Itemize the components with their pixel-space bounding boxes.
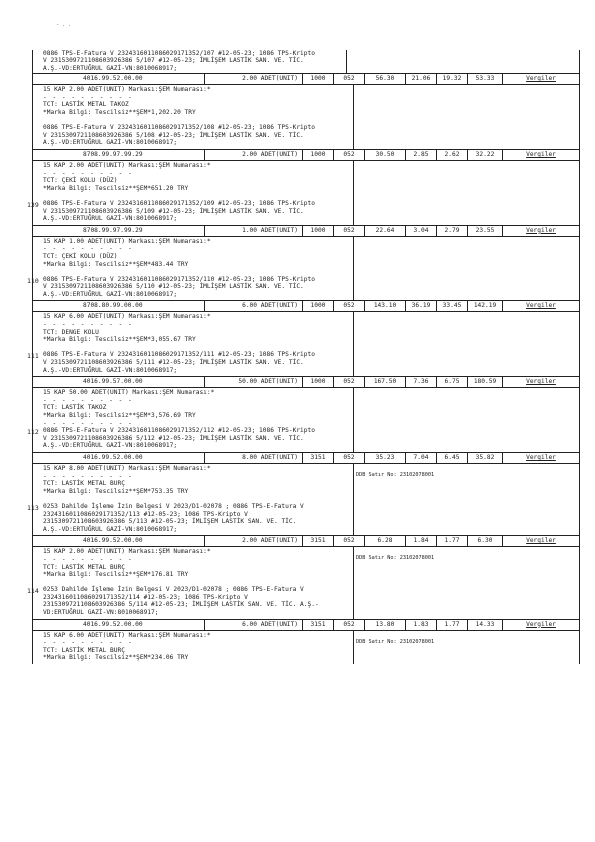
text-line: TCT: ÇEKİ KOLU (DÜZ) [43,252,118,260]
item-code: 4016.99.57.00.00 [33,377,205,387]
text-line: V 2315309721108603926386 5/108 #12-05-23; İMLİŞEM LASTİK SAN. VE. TİC. [43,131,304,139]
text-line: *Marka Bilgi: Tescilsiz**ŞEM*1,202.20 TRY [43,109,196,116]
item-code: 4016.99.52.00.00 [33,536,205,546]
item-v4: 53.33 [468,74,503,84]
item-description [40,388,354,452]
tax-link[interactable]: Vergiler [526,150,556,158]
text-line: 15 KAP 2.00 ADET(UNIT) Markası:ŞEM Numarası:* [43,161,211,169]
tax-link[interactable]: Vergiler [526,620,556,628]
text-line: *Marka Bilgi: Tescilsiz**ŞEM*3,576.69 TRY [43,412,196,419]
text-line: 15 KAP 6.00 ADET(UNIT) Markası:ŞEM Numarası:* [43,631,211,639]
item-body [27,237,579,301]
item-number-cell [33,85,40,149]
item-qty: 2.00 ADET(UNIT) [205,536,303,546]
top-description [33,50,347,73]
text-line: 15 KAP 1.00 ADET(UNIT) Markası:ŞEM Numarası:* [43,237,211,245]
dash-separator: - - - - - - - - - - [43,245,133,253]
text-line: 15 KAP 6.00 ADET(UNIT) Markası:ŞEM Numarası:* [43,313,211,321]
item-note [354,161,579,225]
table-row [32,73,580,149]
item-description [40,312,354,376]
item-v1: 6.28 [365,536,406,546]
item-number-cell [27,312,40,376]
text-line: 0886 TPS-E-Fatura V 2324316011086029171352/107 #12-05-23; 1086 TPS-Kripto [43,50,315,57]
top-continuation [32,50,580,73]
text-line: 2324316011086029171352/113 #12-05-23; 1086 TPS-Kripto V [43,510,248,518]
text-line: A.Ş.-VD:ERTUĞRUL GAZİ-VN:8010068917; [43,366,178,374]
item-n2: 052 [334,453,365,463]
item-v3: 1.77 [437,620,468,630]
item-n2: 052 [334,226,365,236]
item-code: 4016.99.52.00.00 [33,74,205,84]
item-v1: 13.80 [365,620,406,630]
item-v3: 19.32 [437,74,468,84]
item-v2: 21.06 [406,74,437,84]
item-note [354,388,579,452]
item-v1: 143.10 [365,301,406,311]
text-line: 2315309721108603926386 5/113 #12-05-23; İMLİŞEM LASTİK SAN. VE. TİC. [43,518,297,526]
dash-separator: - - - - - - - - - - [43,396,133,404]
item-v1: 35.23 [365,453,406,463]
item-code: 4016.99.52.00.00 [33,453,205,463]
dash-separator: - - - - - - - - - - [43,555,133,563]
item-header [33,452,579,464]
item-qty: 2.00 ADET(UNIT) [205,74,303,84]
item-code: 4016.99.52.00.00 [33,620,205,630]
item-n1: 1000 [303,301,334,311]
item-v3: 6.75 [437,377,468,387]
item-description [40,547,354,618]
text-line: TCT: LASTİK METAL BURÇ [43,646,125,654]
tax-link[interactable]: Vergiler [526,226,556,234]
table-row [27,452,580,535]
item-v3: 1.77 [437,536,468,546]
text-line: VD:ERTUĞRUL GAZİ-VN:8010068917; [43,609,159,617]
dash-separator: - - - - - - - - - - [43,93,133,101]
item-header [33,73,579,85]
page-mark: - . . [56,22,72,28]
blank-line [43,268,353,276]
item-header [33,149,579,161]
tax-link[interactable]: Vergiler [526,378,556,386]
item-v1: 22.64 [365,226,406,236]
item-description [40,237,354,301]
item-number-cell [27,388,40,452]
item-number-cell [27,547,40,618]
text-line: A.Ş.-VD:ERTUĞRUL GAZİ-VN:8010068917; [43,525,178,533]
item-qty: 6.00 ADET(UNIT) [205,620,303,630]
item-header [33,619,579,631]
item-body [27,547,579,618]
item-note: DDB Satır No: 23102078001 [356,638,435,645]
item-code: 8708.80.99.00.00 [33,301,205,311]
item-n1: 1000 [303,74,334,84]
item-body [27,161,579,225]
text-line: TCT: LASTİK METAL BURÇ [43,563,125,571]
text-line: 0886 TPS-E-Fatura V 2324316011086029171352/108 #12-05-23; 1086 TPS-Kripto [43,124,315,132]
item-body [33,85,579,149]
blank-line [43,117,353,125]
text-line: 2315309721108603926386 5/114 #12-05-23; İMLİŞEM LASTİK SAN. VE. TİC. A.Ş.- [43,601,319,609]
text-line: 15 KAP 50.00 ADET(UNIT) Markası:ŞEM Numarası:* [43,389,215,397]
item-number-cell [33,631,40,664]
item-code: 8708.99.97.99.29 [33,150,205,160]
text-line: TCT: ÇEKİ KOLU (DÜZ) [43,177,118,185]
item-description [40,464,354,535]
item-n2: 052 [334,536,365,546]
item-n2: 052 [334,377,365,387]
item-body [27,388,579,452]
table-row [27,300,580,376]
item-header [33,300,579,312]
dash-separator: - - - - - - - - - - [43,419,133,427]
item-n1: 3151 [303,453,334,463]
item-v4: 32.22 [468,150,503,160]
text-line: TCT: LASTİK METAL TAKOZ [43,101,129,109]
item-v4: 6.30 [468,536,503,546]
text-line: TCT: LASTİK METAL BURÇ [43,480,125,488]
item-note [354,312,579,376]
item-v3: 6.45 [437,453,468,463]
item-note [354,237,579,301]
item-v2: 7.04 [406,453,437,463]
item-v3: 33.45 [437,301,468,311]
text-line: 15 KAP 8.00 ADET(UNIT) Markası:ŞEM Numarası:* [43,464,211,472]
item-header [33,376,579,388]
text-line: V 2315309721108603926386 5/107 #12-05-23; İMLİŞEM LASTİK SAN. VE. TİC. [43,57,304,65]
item-number: 114 [27,587,39,596]
item-v1: 30.50 [365,150,406,160]
text-line: A.Ş.-VD:ERTUĞRUL GAZİ-VN:8010068917; [43,139,178,147]
tax-link[interactable]: Vergiler [526,302,556,310]
text-line: 0886 TPS-E-Fatura V 2324316011086029171352/109 #12-05-23; 1086 TPS-Kripto [43,199,315,207]
item-list [27,73,580,664]
text-line: V 2315309721108603926386 5/110 #12-05-23; İMLİŞEM LASTİK SAN. VE. TİC. [43,283,304,291]
text-line: TCT: DENGE KOLU [43,328,99,336]
text-line: *Marka Bilgi: Tescilsiz**ŞEM*753.35 TRY [43,487,189,495]
text-line: 0886 TPS-E-Fatura V 2324316011086029171352/111 #12-05-23; 1086 TPS-Kripto [43,351,315,359]
item-n2: 052 [334,150,365,160]
item-note [354,85,579,149]
tax-link[interactable]: Vergiler [526,453,556,461]
item-v4: 180.59 [468,377,503,387]
item-qty: 1.00 ADET(UNIT) [205,226,303,236]
text-line: *Marka Bilgi: Tescilsiz**ŞEM*483.44 TRY [43,260,189,268]
text-line: V 2315309721108603926386 5/111 #12-05-23; İMLİŞEM LASTİK SAN. VE. TİC. [43,359,304,367]
item-code: 8708.99.97.99.29 [33,226,205,236]
item-n2: 052 [334,74,365,84]
item-n1: 3151 [303,620,334,630]
item-n1: 1000 [303,150,334,160]
text-line: *Marka Bilgi: Tescilsiz**ŞEM*3,055.67 TRY [43,336,196,344]
text-line: *Marka Bilgi: Tescilsiz**ŞEM*176.81 TRY [43,571,189,579]
dash-separator: - - - - - - - - - - [43,169,133,177]
item-v2: 36.19 [406,301,437,311]
item-note: DDB Satır No: 23102078001 [356,555,435,562]
item-v4: 35.82 [468,453,503,463]
item-v2: 3.04 [406,226,437,236]
item-description [40,85,354,149]
item-v2: 2.85 [406,150,437,160]
text-line: 15 KAP 2.00 ADET(UNIT) Markası:ŞEM Numarası:* [43,548,211,556]
text-line: A.Ş.-VD:ERTUĞRUL GAZİ-VN:8010068917; [43,215,178,223]
item-qty: 50.00 ADET(UNIT) [205,377,303,387]
item-body [27,464,579,535]
item-number-cell [27,237,40,301]
text-line: V 2315309721108603926386 5/109 #12-05-23; İMLİŞEM LASTİK SAN. VE. TİC. [43,207,304,215]
dash-separator: - - - - - - - - - - [43,472,133,480]
table-row [27,149,580,225]
declaration-table [27,50,580,664]
item-v4: 14.33 [468,620,503,630]
item-v4: 23.55 [468,226,503,236]
blank-line [43,495,353,503]
item-v4: 142.19 [468,301,503,311]
item-n1: 3151 [303,536,334,546]
text-line: 0253 Dahilde İşleme İzin Belgesi V 2023/D1-02078 ; 0886 TPS-E-Fatura V [43,502,304,510]
text-line: 0886 TPS-E-Fatura V 2324316011086029171352/112 #12-05-23; 1086 TPS-Kripto [43,427,315,435]
item-number: 110 [27,276,39,285]
text-line: *Marka Bilgi: Tescilsiz**ŞEM*234.06 TRY [43,654,189,662]
item-header [33,535,579,547]
item-body [27,312,579,376]
item-body [33,631,579,664]
tax-link[interactable]: Vergiler [526,537,556,545]
item-n2: 052 [334,620,365,630]
item-number-cell [27,161,40,225]
item-description [40,631,354,664]
tax-link[interactable]: Vergiler [526,75,556,83]
item-v1: 167.50 [365,377,406,387]
table-row [32,619,580,664]
item-qty: 6.00 ADET(UNIT) [205,301,303,311]
text-line: V 2315309721108603926386 5/112 #12-05-23; İMLİŞEM LASTİK SAN. VE. TİC. [43,434,304,442]
item-number: 139 [27,200,39,209]
item-v1: 56.30 [365,74,406,84]
item-number-cell [27,464,40,535]
text-line: 15 KAP 2.00 ADET(UNIT) Markası:ŞEM Numarası:* [43,86,211,94]
item-qty: 2.00 ADET(UNIT) [205,150,303,160]
item-v2: 1.83 [406,620,437,630]
item-n2: 052 [334,301,365,311]
blank-line [43,344,353,352]
text-line: 0253 Dahilde İşleme İzin Belgesi V 2023/D1-02078 ; 0886 TPS-E-Fatura V [43,586,304,594]
item-v3: 2.79 [437,226,468,236]
blank-line [43,192,353,200]
text-line: A.Ş.-VD:ERTUĞRUL GAZİ-VN:8010068917; [43,290,178,298]
table-row [27,376,580,452]
item-description [40,161,354,225]
item-v2: 1.84 [406,536,437,546]
item-v2: 7.36 [406,377,437,387]
dash-separator: - - - - - - - - - - [43,639,133,647]
item-number: 111 [27,352,39,361]
text-line: *Marka Bilgi: Tescilsiz**ŞEM*651.20 TRY [43,184,189,192]
item-note: DDB Satır No: 23102078001 [356,471,435,478]
dash-separator: - - - - - - - - - - [43,321,133,329]
item-n1: 1000 [303,226,334,236]
text-line: 0886 TPS-E-Fatura V 2324316011086029171352/110 #12-05-23; 1086 TPS-Kripto [43,275,315,283]
table-row [27,535,580,618]
table-row [27,225,580,301]
text-line: 2324316011086029171352/114 #12-05-23; 1086 TPS-Kripto V [43,593,248,601]
item-number: 113 [27,503,39,512]
text-line: A.Ş.-VD:ERTUĞRUL GAZİ-VN:8010068917; [43,442,178,450]
item-qty: 8.00 ADET(UNIT) [205,453,303,463]
item-n1: 1000 [303,377,334,387]
item-header [33,225,579,237]
text-line: TCT: LASTİK TAKOZ [43,404,107,412]
item-number: 112 [27,428,39,437]
text-line: A.Ş.-VD:ERTUĞRUL GAZİ-VN:8010068917; [43,64,178,72]
item-v3: 2.62 [437,150,468,160]
